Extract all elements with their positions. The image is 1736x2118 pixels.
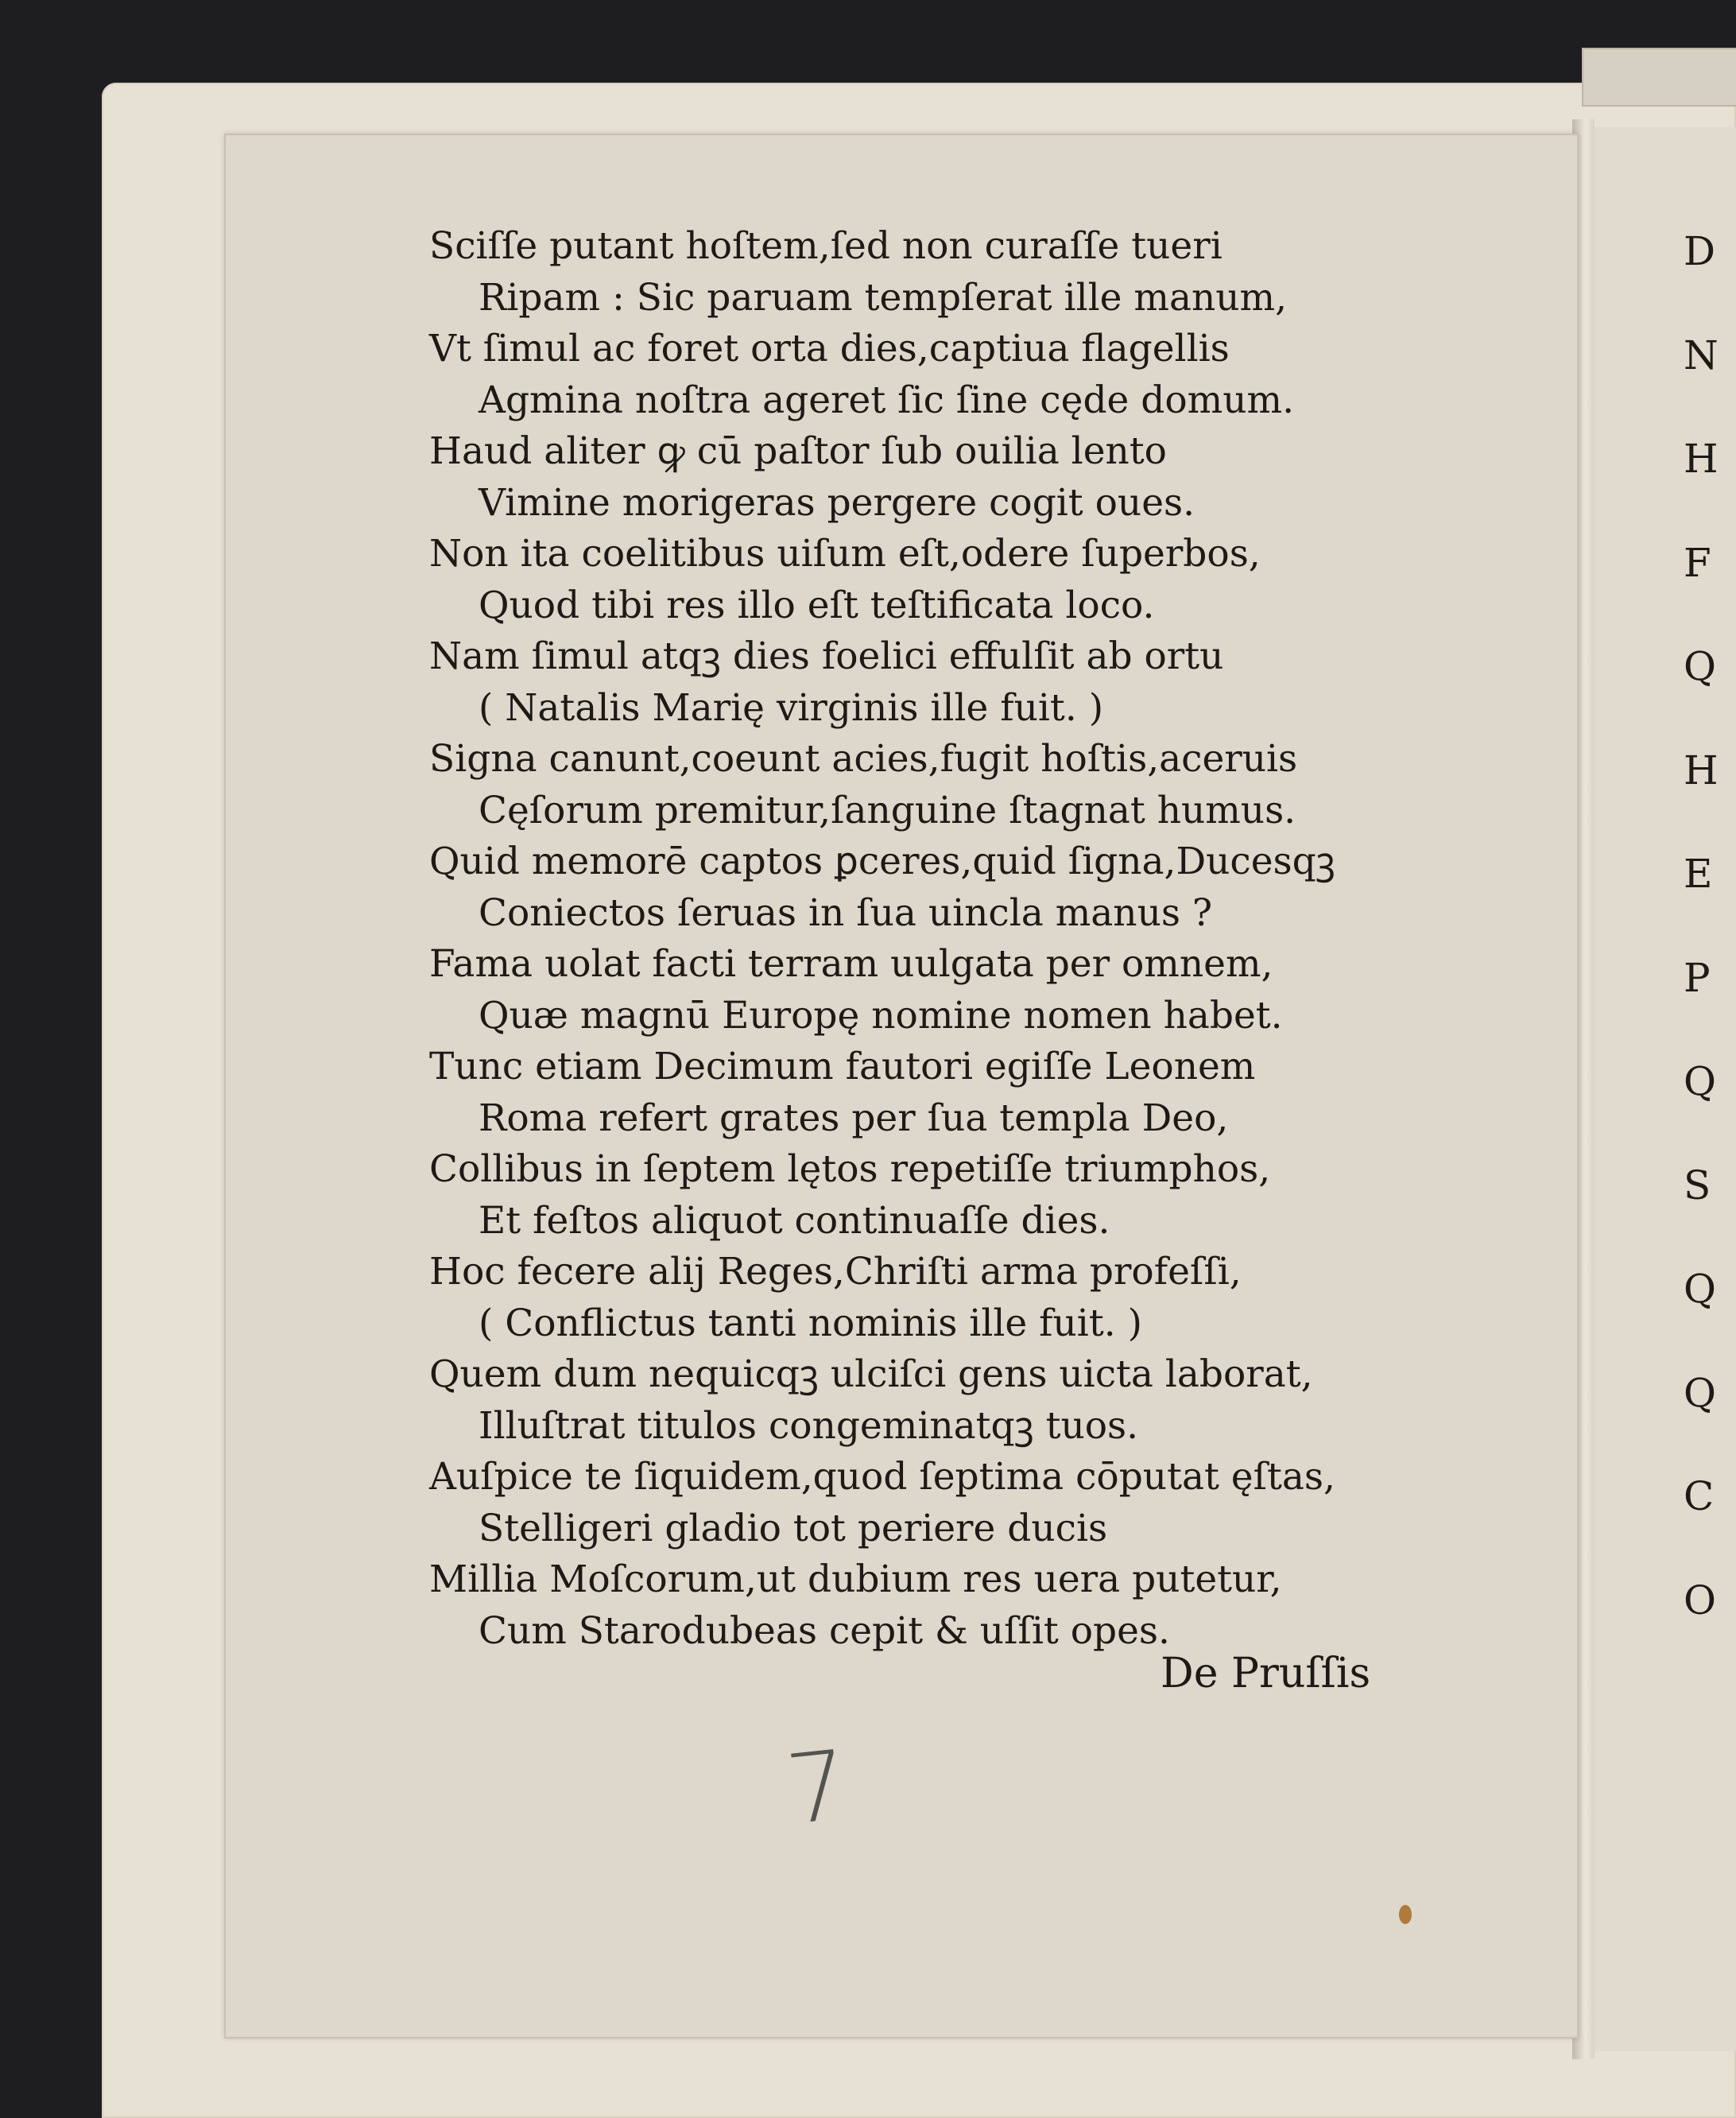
right-page-fragment: F [1684, 539, 1711, 586]
poem-line: Roma refert grates per ſua templa Deo, [479, 1096, 1229, 1140]
poem-line: Cęſorum premitur,ſanguine ſtagnat humus. [479, 788, 1296, 832]
poem-text [429, 221, 1383, 1657]
poem-line: Vimine morigeras pergere cogit oues. [479, 480, 1195, 525]
poem-line: Nam ſimul atqꝫ dies foelici effulſit ab ortu [429, 634, 1224, 678]
poem-line: Hoc fecere alij Reges,Chriſti arma profeſſi, [429, 1250, 1242, 1294]
poem-line: Quod tibi res illo eſt teſtificata loco. [479, 583, 1155, 627]
right-page-fragment: Q [1684, 1058, 1716, 1104]
right-page-fragment: Q [1684, 643, 1716, 689]
right-page-fragment: O [1684, 1577, 1716, 1623]
right-page-fragment: C [1684, 1473, 1715, 1519]
right-page-fragment: E [1684, 851, 1713, 897]
poem-line: Tunc etiam Decimum fautori egiſſe Leonem [429, 1045, 1256, 1088]
right-page-fragment: H [1684, 747, 1719, 793]
poem-line: Millia Moſcorum,ut dubium res uera putetur, [429, 1557, 1282, 1601]
poem-line: ( Natalis Marię virginis ille fuit. ) [479, 685, 1104, 730]
right-page-fragment: Q [1684, 1369, 1716, 1416]
poem-line: Collibus in ſeptem lętos repetiſſe triumphos, [429, 1147, 1271, 1191]
right-page-text [1684, 227, 1719, 1680]
poem-line: ( Conflictus tanti nominis ille fuit. ) [479, 1301, 1142, 1345]
poem-line: Cum Starodubeas cepit & uſſit opes. [479, 1608, 1170, 1653]
paper-tab [1582, 48, 1736, 107]
right-page-fragment: Q [1684, 1266, 1716, 1312]
poem-line: Ripam : Sic paruam tempſerat ille manum, [479, 275, 1288, 320]
poem-line: Illuſtrat titulos congeminatqꝫ tuos. [479, 1403, 1139, 1448]
poem-line: Quæ magnū Europę nomine nomen habet. [479, 993, 1283, 1038]
poem-line: Haud aliter ꝙ cū paſtor ſub ouilia lento [429, 429, 1167, 473]
poem-line: Coniectos ſeruas in ſua uincla manus ? [479, 890, 1213, 935]
poem-line: Et feſtos aliquot continuaſſe dies. [479, 1198, 1110, 1243]
poem-line: Non ita coelitibus uiſum eſt,odere ſuperbos, [429, 532, 1261, 576]
right-page-fragment: N [1684, 332, 1719, 378]
poem-line: Fama uolat facti terram uulgata per omnem, [429, 942, 1273, 986]
right-page-fragment: D [1684, 228, 1716, 274]
paper-stain [1399, 1905, 1412, 1924]
right-page-fragment: H [1684, 436, 1719, 482]
poem-line: Vt ſimul ac foret orta dies,captiua flagellis [429, 327, 1230, 370]
catchword: De Pruſſis [1161, 1650, 1371, 1697]
poem-line: Sciſſe putant hoſtem,ſed non curaſſe tueri [429, 224, 1223, 268]
right-page-fragment: S [1684, 1162, 1711, 1208]
poem-line: Stelligeri gladio tot periere ducis [479, 1506, 1108, 1550]
poem-line: Agmina noſtra ageret ſic ſine cęde domum. [479, 378, 1295, 422]
poem-line: Quid memorē captos ꝑceres,quid ſigna,Ducesqꝫ [429, 840, 1335, 883]
page-number: 7 [781, 1730, 854, 1847]
poem-line: Quem dum nequicqꝫ ulciſci gens uicta laborat, [429, 1352, 1313, 1396]
right-page-fragment: P [1684, 954, 1711, 1001]
poem-line: Auſpice te ſiquidem,quod ſeptima cōputat ęſtas, [429, 1455, 1335, 1499]
poem-line: Signa canunt,coeunt acies,fugit hoſtis,aceruis [429, 737, 1298, 781]
